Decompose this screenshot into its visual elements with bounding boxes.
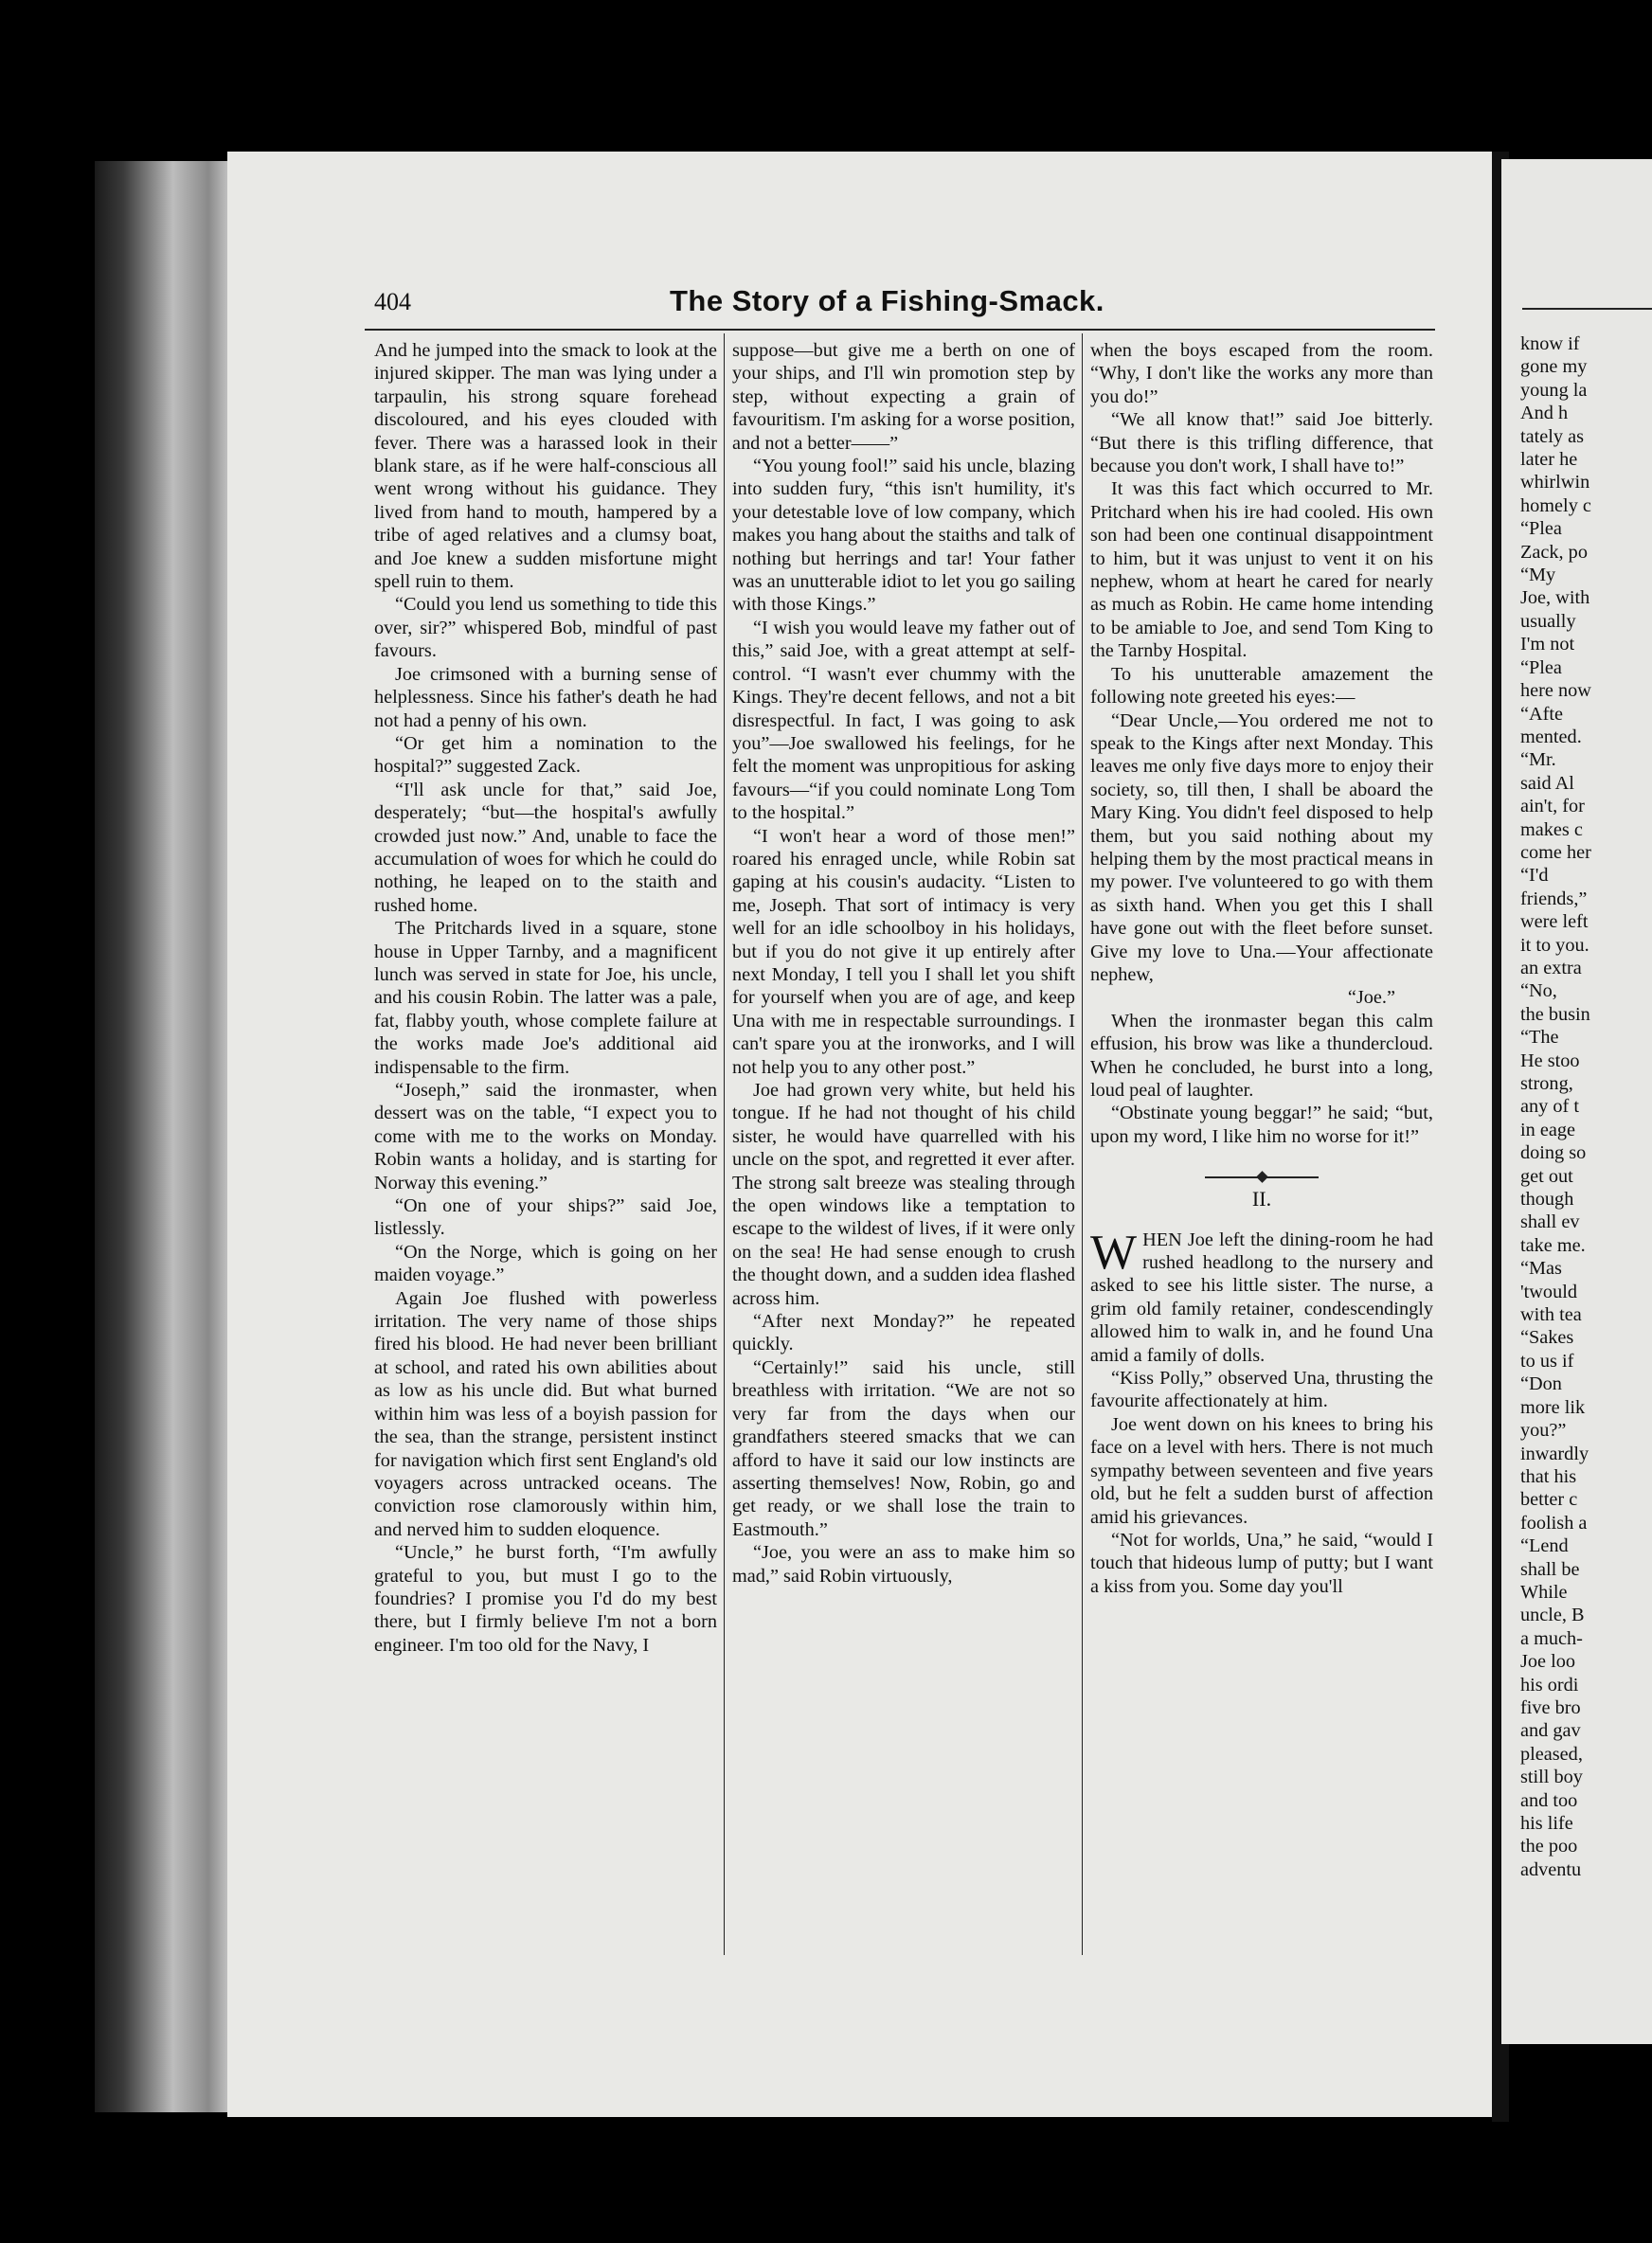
facing-page-line: that his (1520, 1465, 1577, 1487)
facing-page-line: you?” (1520, 1420, 1567, 1442)
paragraph: Joe crimsoned with a burning sense of helplessness. Since his father's death he had not had a penny of his own. (374, 663, 717, 731)
facing-page-line: doing so (1520, 1142, 1587, 1164)
letter-paragraph: “Dear Uncle,—You ordered me not to speak to the Kings after next Monday. This leaves me only five days more to enjoy their society, so, till then, I shall be aboard the Mary King. You didn't feel disposed to help them, but you said nothing about my helping them by the most practical means in my power. I've volunteered to go with them as sixth hand. When you get this I shall have gone out with the fleet before sunset. Give my love to Una.—Your affectionate nephew, (1090, 709, 1433, 985)
facing-page-line: young la (1520, 379, 1588, 401)
paragraph: And he jumped into the smack to look at the injured skipper. The man was lying under a tarpaulin, his strong square forehead discoloured, and his eyes clouded with fever. There was a harassed look in their blank stare, as if he were half-conscious all went wrong without his guidance. They lived from hand to mouth, hampered by a tribe of aged relatives and a clumsy boat, and Joe knew a sudden misfortune might spell ruin to them. (374, 340, 717, 593)
paragraph: suppose—but give me a berth on one of your ships, and I'll win promotion step by step, without expecting a grain of favouritism. I'm asking for a worse position, and not a better——” (732, 340, 1075, 454)
paragraph: “I'll ask uncle for that,” said Joe, desperately; “but—the hospital's awfully crowded just now.” And, unable to face the accumulation of woes for which he could do nothing, he leaped on to the staith and rushed home. (374, 779, 717, 916)
facing-page-line: Zack, po (1520, 541, 1588, 563)
page-header (374, 284, 1435, 322)
facing-page-line: friends,” (1520, 888, 1588, 909)
paragraph: “Obstinate young beggar!” he said; “but, upon my word, I like him no worse for it!” (1090, 1103, 1433, 1147)
column-2 (732, 339, 1075, 1588)
facing-page-line: more lik (1520, 1396, 1586, 1418)
facing-page-line: “Plea (1520, 656, 1562, 678)
facing-page-line: “No, (1520, 980, 1557, 1002)
paragraph: “Uncle,” he burst forth, “I'm awfully grateful to you, but must I go to the foundries? I promise you I'd do my best there, but I firmly believe I'm not a born engineer. I'm too old for the Navy, I (374, 1542, 717, 1656)
facing-page-line: “Don (1520, 1373, 1562, 1395)
facing-page-line: the busin (1520, 1003, 1590, 1025)
divider-ornament (1256, 1171, 1268, 1183)
column-1 (374, 339, 717, 1657)
facing-page-line: to us if (1520, 1350, 1574, 1372)
paragraph: It was this fact which occurred to Mr. Pritchard when his ire had cooled. His own son had been one continual disappointment to him, but it was unjust to vent it on his nephew, whom at heart he cared for nearly as much as Robin. He came home intending to be amiable to Joe, and send Tom King to the Tarnby Hospital. (1090, 478, 1433, 662)
drop-cap: W (1090, 1225, 1138, 1280)
facing-page-line: “My (1520, 565, 1556, 586)
facing-page-line: and gav (1520, 1720, 1581, 1742)
facing-page-line: his life (1520, 1813, 1573, 1834)
facing-page-line: later he (1520, 449, 1578, 471)
paragraph: “On one of your ships?” said Joe, listlessly. (374, 1195, 717, 1240)
facing-page-line: whirlwin (1520, 472, 1590, 493)
letter-signature: “Joe.” (1347, 987, 1395, 1009)
facing-page-line: homely c (1520, 494, 1591, 516)
facing-page-line: inwardly (1520, 1443, 1589, 1464)
facing-page-line: shall be (1520, 1558, 1580, 1580)
facing-page-line: He stoo (1520, 1050, 1580, 1071)
facing-page-line: said Al (1520, 772, 1574, 794)
facing-page-line: “Plea (1520, 518, 1562, 540)
facing-page-line: his ordi (1520, 1674, 1579, 1696)
paragraph: when the boys escaped from the room. “Why, I don't like the works any more than you do!” (1090, 340, 1433, 407)
facing-page-line: foolish a (1520, 1512, 1588, 1534)
facing-page-line: here now (1520, 680, 1591, 702)
facing-page-line: “Mas (1520, 1258, 1562, 1280)
facing-page-line: the poo (1520, 1836, 1578, 1857)
facing-page-line: “Sakes (1520, 1327, 1574, 1349)
paragraph (1090, 1225, 1433, 1367)
running-title: The Story of a Fishing-Smack. (670, 284, 1104, 317)
paragraph: Joe had grown very white, but held his tongue. If he had not thought of his child sister, he would have quarrelled with his uncle on the spot, and regretted it ever after. The strong salt breeze was stealing through the open windows like a temptation to escape to the wildest of lives, if it were only on the sea! He had sense enough to crush the thought down, and a sudden idea flashed across him. (732, 1080, 1075, 1309)
paragraph: “Joseph,” said the ironmaster, when dessert was on the table, “I expect you to come with me to the works on Monday. Robin wants a holiday, and is starting for Norway this evening.” (374, 1080, 717, 1193)
page-number: 404 (374, 288, 411, 315)
facing-page-line: tately as (1520, 425, 1585, 447)
facing-page-line: better c (1520, 1489, 1578, 1511)
header-rule (365, 329, 1435, 331)
facing-page-line: 'twould (1520, 1281, 1577, 1302)
facing-page-line: adventu (1520, 1858, 1582, 1880)
facing-header-rule (1522, 308, 1652, 310)
paragraph: “I won't hear a word of those men!” roared his enraged uncle, while Robin sat gaping at his cousin's audacity. “Listen to me, Joseph. That sort of intimacy is very well for an idle schoolboy in his holidays, but if you do not give it up entirely after next Monday, I tell you I shall let you shift for yourself when you are of age, and keep Una with me in respectable surroundings. I can't spare you at the ironworks, and I will not help you to any other post.” (732, 825, 1075, 1078)
facing-page-line: strong, (1520, 1073, 1573, 1094)
facing-page-line: “Mr. (1520, 749, 1556, 771)
paragraph: When the ironmaster began this calm effusion, his brow was like a thundercloud. When he concluded, he burst into a long, loud peal of laughter. (1090, 1010, 1433, 1101)
paragraph: “On the Norge, which is going on her maiden voyage.” (374, 1241, 717, 1286)
facing-page-line: ain't, for (1520, 796, 1585, 817)
facing-page-line: While (1520, 1581, 1568, 1603)
facing-page-line: Joe loo (1520, 1651, 1576, 1673)
paragraph: To his unutterable amazement the following note greeted his eyes:— (1090, 663, 1433, 709)
facing-page-line: uncle, B (1520, 1605, 1585, 1626)
book-edge (95, 161, 237, 2112)
facing-page-column (1520, 332, 1652, 1881)
column-rule-2 (1082, 333, 1083, 1955)
facing-page-line: makes c (1520, 818, 1583, 840)
facing-page-line: I'm not (1520, 634, 1575, 655)
facing-page-line: and too (1520, 1789, 1578, 1811)
paragraph: Joe went down on his knees to bring his face on a level with hers. There is not much sympathy between seventeen and five years old, but he felt a sudden burst of affection amid his grievances. (1090, 1413, 1433, 1528)
paragraph: “I wish you would leave my father out of this,” said Joe, with a great attempt at self-control. “I wasn't ever chummy with the Kings. They're decent fellows, and not a bit disrespectful. In fact, I was going to ask you”—Joe swallowed his feelings, for he felt the moment was unpropitious for asking favours—“if you could nominate Long Tom to the hospital.” (732, 617, 1075, 824)
facing-page-line: “Lend (1520, 1535, 1569, 1557)
paragraph: “Or get him a nomination to the hospital?” suggested Zack. (374, 732, 717, 778)
facing-page-line: in eage (1520, 1119, 1575, 1140)
paragraph: “Joe, you were an ass to make him so mad,” said Robin virtuously, (732, 1542, 1075, 1587)
facing-page-line: take me. (1520, 1234, 1586, 1256)
paragraph-text: HEN Joe left the dining-room he had rushed headlong to the nursery and asked to see his little sister. The nurse, a grim old family retainer, condescendingly allowed him to walk in, and he found Una amid a family of dolls. (1090, 1229, 1433, 1366)
facing-page-line: Joe, with (1520, 587, 1590, 609)
paragraph: “Certainly!” said his uncle, still breathless with irritation. “We are not so very far from the days when our grandfathers steered smacks that we can afford to have it said our low instincts are asserting themselves! Now, Robin, go and get ready, or we shall lose the train to Eastmouth.” (732, 1356, 1075, 1540)
paragraph: “Kiss Polly,” observed Una, thrusting the favourite affectionately at him. (1090, 1368, 1433, 1412)
paragraph: “You young fool!” said his uncle, blazing into sudden fury, “this isn't humility, it's your detestable love of low company, which makes you hang about the staiths and talk of nothing but herrings and tar! Your father was an unutterable idiot to let you go sailing with those Kings.” (732, 456, 1075, 616)
facing-page-line: five bro (1520, 1696, 1581, 1718)
facing-page-line: mented. (1520, 726, 1582, 747)
facing-page-line: a much- (1520, 1627, 1583, 1649)
column-3 (1090, 339, 1433, 1598)
facing-page-line: And h (1520, 403, 1569, 424)
section-number: II. (1251, 1187, 1272, 1211)
paragraph: “Could you lend us something to tide this over, sir?” whispered Bob, mindful of past favours. (374, 594, 717, 662)
facing-page-fragment (1501, 159, 1652, 2044)
column-rule-1 (724, 333, 725, 1955)
facing-page-line: still boy (1520, 1767, 1583, 1788)
facing-page-line: get out (1520, 1165, 1573, 1187)
facing-page-line: were left (1520, 911, 1589, 933)
facing-page-line: shall ev (1520, 1211, 1580, 1233)
facing-page-line: “Afte (1520, 703, 1564, 725)
facing-page-line: “The (1520, 1027, 1559, 1049)
paragraph: The Pritchards lived in a square, stone house in Upper Tarnby, and a magnificent lunch was served in state for Joe, his uncle, and his cousin Robin. The latter was a pale, fat, flabby youth, whose complete failure at the works made Joe's additional aid indispensable to the firm. (374, 918, 717, 1078)
facing-page-line: any of t (1520, 1096, 1579, 1118)
paragraph: “After next Monday?” he repeated quickly. (732, 1311, 1075, 1355)
facing-page-line: “I'd (1520, 865, 1549, 887)
facing-page-line: pleased, (1520, 1743, 1583, 1765)
facing-page-line: know if (1520, 333, 1580, 354)
facing-page-line: come her (1520, 841, 1591, 863)
paragraph: “Not for worlds, Una,” he said, “would I touch that hideous lump of putty; but I want a kiss from you. Some day you'll (1090, 1529, 1433, 1597)
paragraph: Again Joe flushed with powerless irritation. The very name of those ships fired his blood. He had never been brilliant at school, and rated his own abilities about as low as his uncle did. But what burned within him was less of a boyish passion for the sea, than the strange, persistent instinct for navigation which first sent England's old voyagers across untracked oceans. The conviction rose clamorously within him, and nerved him to sudden eloquence. (374, 1287, 717, 1540)
section-divider (1205, 1176, 1319, 1178)
paragraph: “We all know that!” said Joe bitterly. “But there is this trifling difference, that because you don't work, I shall have to!” (1090, 409, 1433, 477)
facing-page-line: with tea (1520, 1304, 1582, 1326)
facing-page-line: usually (1520, 610, 1576, 632)
facing-page-line: it to you. (1520, 934, 1589, 956)
facing-page-line: gone my (1520, 356, 1588, 378)
facing-page-line: though (1520, 1189, 1574, 1211)
facing-page-line: an extra (1520, 957, 1582, 978)
